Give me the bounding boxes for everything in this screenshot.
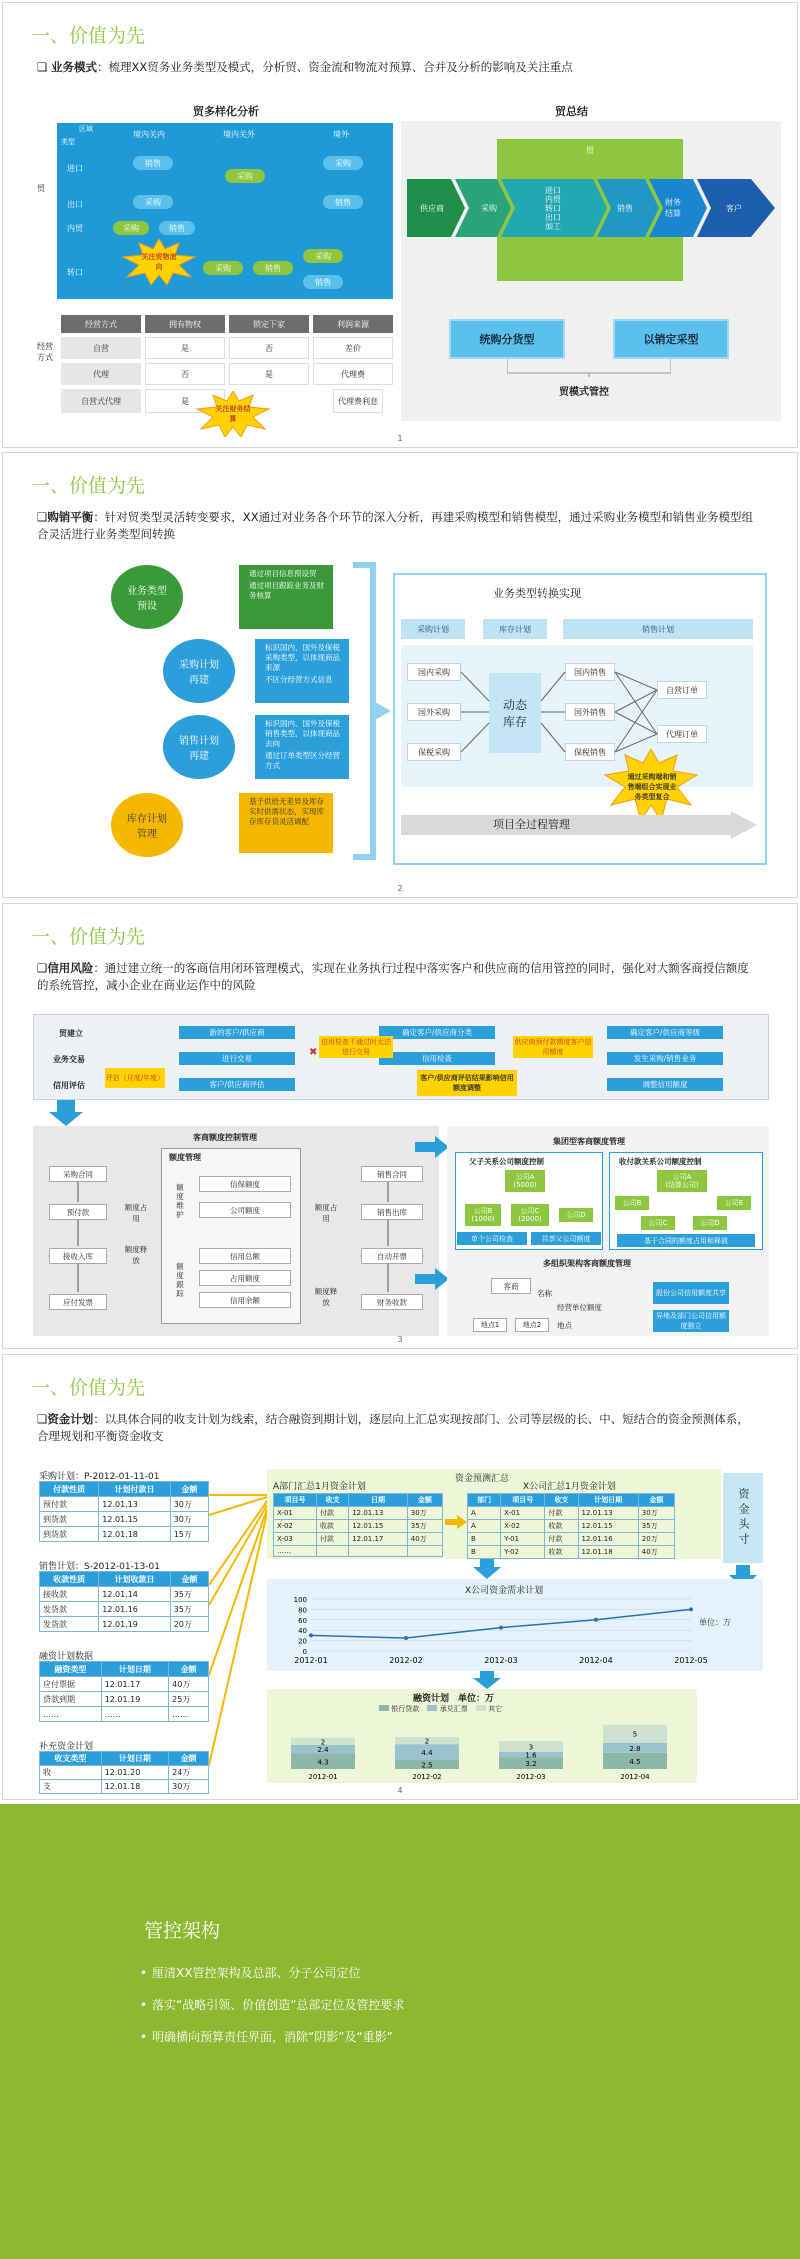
- chain-item: 接收入库: [49, 1248, 107, 1264]
- x-tick-label: 2012-01: [308, 1773, 338, 1781]
- prediction-title: 资金预测汇总: [455, 1474, 510, 1484]
- row-label: 贸建立: [59, 1029, 83, 1038]
- col-header: 部门: [468, 1494, 501, 1507]
- note-line: 通过项目信息预设贸: [249, 569, 317, 578]
- col-header: 收支类型: [40, 1752, 102, 1766]
- slide-credit-risk: [2, 903, 798, 1349]
- panel-header-buy: 采购计划: [401, 619, 465, 639]
- note-line: 通过项目跟踪业务及财务核算: [249, 581, 324, 600]
- col-header: 收款性质: [40, 1572, 99, 1587]
- multi-label: 经营单位额度: [557, 1303, 602, 1312]
- mode-cell: 是: [145, 337, 225, 359]
- table-row: X-01 付款 12.01.13 30万: [274, 1507, 443, 1520]
- note-line: 基于供给无差异及库存实时供需状态，实现库存库存货灵活调配: [249, 797, 324, 826]
- panel-header-stock: 库存计划: [483, 619, 547, 639]
- grid-col-1: 境内关内: [133, 130, 165, 139]
- note-adjust: 客户/供应商评估结果影响信用额度调整: [417, 1070, 517, 1096]
- mode-cell: 代理费利息: [333, 389, 383, 413]
- bar-value-label: 5: [632, 1730, 638, 1739]
- note-no-trade: 信用检查不通过时无法进行交易: [321, 1038, 391, 1056]
- y-tick-label: 40: [298, 1627, 307, 1636]
- data-point: [594, 1618, 598, 1622]
- flow-sell: 销售: [617, 203, 633, 213]
- grid-row-3: 内贸: [67, 224, 83, 233]
- sales-plan-table: [39, 1571, 209, 1632]
- bracket-lines: [507, 359, 671, 377]
- x-tick-label: 2012-02: [412, 1773, 442, 1781]
- x-company-table: [467, 1493, 675, 1559]
- quota-item: 信用总额: [199, 1248, 291, 1264]
- table-row: B Y-02 收款 12.01.18 40万: [468, 1546, 675, 1559]
- burst-text: 通过采购端和销售端组合实现业务类型复合: [627, 773, 677, 801]
- down-arrow: [49, 1100, 83, 1126]
- slide-subtitle: ❑资金计划：以具体合同的收支计划为线索，结合融资到期计划，逐层向上汇总实现按部门、公司等层级的长、中、短结合的资金预测体系，合理规划和平衡资金收支: [37, 1412, 749, 1443]
- col-header: 金额: [407, 1494, 442, 1507]
- a-dept-title: A部门汇总1月资金计划: [273, 1482, 366, 1492]
- multi-right: 股份公司信用额度共享: [653, 1282, 729, 1304]
- a-to-x-arrow: [445, 1515, 467, 1529]
- box-classify: 确定客户/供应商分类: [379, 1026, 495, 1039]
- company-node: 公司A (结算公司): [657, 1170, 707, 1192]
- dynamic-stock: 动态 库存: [489, 673, 541, 753]
- y-tick-label: 100: [293, 1596, 307, 1604]
- pill-buy: 采购: [113, 221, 149, 235]
- table-row: 收 12.01.20 24万: [40, 1766, 209, 1780]
- panel-header-sell: 销售计划: [563, 619, 753, 639]
- sales-domestic: 国内销售: [565, 663, 615, 681]
- legend-label: 其它: [488, 1705, 503, 1713]
- slide-title: 一、价值为先: [31, 475, 146, 497]
- x-tick-label: 2012-05: [674, 1656, 708, 1665]
- list-item: • 明确横向预算责任界面，消除“阴影”及“重影”: [140, 2030, 393, 2044]
- left-heading: 贸多样化分析: [193, 105, 259, 118]
- mode-cell: 是: [229, 363, 309, 385]
- slide-fund-plan: [2, 1354, 798, 1800]
- table-row: ……: [274, 1546, 443, 1557]
- circle-stock-plan: 库存计划管理: [111, 793, 183, 857]
- company-node: 公司D: [559, 1208, 593, 1222]
- bullet-icon: ❑: [37, 961, 48, 975]
- multi-title: 多组织架构客商额度管理: [543, 1259, 631, 1268]
- mode-cell: 代理费: [313, 363, 393, 385]
- mid-down-arrow: [473, 1559, 501, 1579]
- bracket-arrow: [353, 561, 391, 861]
- financing-plan-table: [39, 1661, 209, 1722]
- box-new-customer: 新的客户/供应商: [179, 1026, 295, 1039]
- table-row: 应付票据 12.01.17 40万: [40, 1677, 209, 1692]
- box-grade: 确定客户/供应商等级: [607, 1026, 723, 1039]
- slide-title: 一、价值为先: [31, 926, 146, 948]
- x-tick-label: 2012-04: [620, 1773, 650, 1781]
- legend-swatch: [427, 1705, 437, 1711]
- table-row: 发货款 12.01.19 20万: [40, 1617, 209, 1632]
- mode-header: 拥有物权: [145, 315, 225, 333]
- grid-corner-top: 区域: [79, 125, 93, 133]
- x-tick-label: 2012-01: [294, 1656, 328, 1665]
- page-number: 4: [397, 1786, 403, 1795]
- bar-value-label: 4.5: [629, 1757, 641, 1766]
- note-purchase: [255, 639, 349, 703]
- bar-value-label: 3: [528, 1743, 534, 1752]
- supplement-plan-title: 补充资金计划: [39, 1742, 94, 1752]
- bar-value-label: 4.3: [317, 1758, 329, 1767]
- purchase-domestic: 国内采购: [407, 663, 461, 681]
- parent-foot: 单个公司检查: [457, 1232, 527, 1245]
- cross-icon: ✖: [309, 1047, 318, 1058]
- data-point: [404, 1636, 408, 1640]
- multi-label: 地点: [557, 1321, 572, 1330]
- order-self: 自营订单: [657, 681, 707, 699]
- table-row: 预付款 12.01.13 30万: [40, 1497, 209, 1512]
- slide-subtitle: ❑购销平衡：针对贸类型灵活转变要求，XX通过对业务各个环节的深入分析，再建采购模型和销售模型，通过采购业务模型和销售业务模型组合灵活进行业务类型间转换: [37, 510, 754, 541]
- col-header: 计划收款日: [99, 1572, 170, 1587]
- quota-label: 额度释放: [124, 1245, 148, 1265]
- page-number: 1: [397, 434, 403, 443]
- table-row: …… …… ……: [40, 1707, 209, 1722]
- order-agent: 代理订单: [657, 725, 707, 743]
- table-row: X-03 付款 12.01.17 40万: [274, 1533, 443, 1546]
- note-line: 标识国内、国外及保税销售类型，以体现商品去向: [265, 719, 340, 748]
- fan-arrows: [209, 1475, 269, 1775]
- col-header: 计划日期: [101, 1752, 168, 1766]
- quota-label: 额度占用: [124, 1203, 148, 1223]
- pill-buy: 采购: [203, 261, 243, 275]
- flow-buy: 采购: [481, 203, 497, 213]
- col-header: 金额: [169, 1662, 209, 1677]
- project-arrow-text: 项目全过程管理: [493, 818, 570, 831]
- slide-subtitle: ❑ 业务模式：梳理XX贸务业务类型及模式，分析贸、资金流和物流对预算、合并及分析的影响及关注重点: [37, 60, 573, 74]
- bullet-icon: ❑: [37, 60, 51, 74]
- note-stock: [239, 793, 333, 853]
- legend-swatch: [476, 1705, 486, 1711]
- grid-col-3: 境外: [333, 130, 349, 139]
- bar-value-label: 2.8: [629, 1744, 641, 1753]
- project-arrow: [401, 811, 757, 839]
- side-label-trade: 贸: [37, 184, 45, 193]
- multi-label: 名称: [537, 1289, 552, 1298]
- bullet-icon: ❑: [37, 1412, 48, 1426]
- row-label: 信用评估: [53, 1081, 85, 1090]
- chain-item: 销售出库: [361, 1204, 423, 1220]
- bullet-dot-icon: •: [140, 2030, 148, 2044]
- quota-maint-label: 额度维护: [176, 1183, 184, 1219]
- list-item: • 厘清XX管控架构及总部、分子公司定位: [140, 1966, 361, 1980]
- parent-foot: 共享父公司额度: [531, 1232, 601, 1245]
- table-row: 发货款 12.01.16 35万: [40, 1602, 209, 1617]
- data-point: [309, 1633, 313, 1637]
- col-header: 项目号: [501, 1494, 545, 1507]
- mode-cell: 差价: [313, 337, 393, 359]
- x-tick-label: 2012-02: [389, 1656, 423, 1665]
- multi-node: 地点1: [473, 1318, 507, 1332]
- a-dept-table: [273, 1493, 443, 1557]
- mode-cell: 代理: [61, 363, 141, 385]
- circle-purchase-plan: 采购计划再建: [163, 639, 235, 703]
- bullet-dot-icon: •: [140, 1966, 148, 1980]
- col-header: 计划日期: [578, 1494, 638, 1507]
- data-point: [499, 1626, 503, 1630]
- note-line: 通过订单类型区分经营方式: [265, 751, 340, 770]
- y-tick-label: 0: [302, 1648, 307, 1656]
- multi-node: 客商: [491, 1278, 531, 1294]
- chain-item: 应付发票: [49, 1294, 107, 1310]
- sales-foreign: 国外销售: [565, 703, 615, 721]
- col-header: 付款性质: [40, 1482, 99, 1497]
- group-title: 集团型客商额度管理: [553, 1137, 625, 1146]
- note-preset: [239, 565, 333, 629]
- flow-customer: 客户: [726, 203, 742, 213]
- chain-item: 采购合同: [49, 1166, 107, 1182]
- company-node: 公司B: [615, 1196, 649, 1210]
- x-tick-label: 2012-03: [516, 1773, 546, 1781]
- box-credit-check: 信用检查: [379, 1052, 495, 1065]
- legend-label: 银行贷款: [391, 1705, 420, 1713]
- box-trade: 进行交易: [179, 1052, 295, 1065]
- bar-chart: [273, 1713, 693, 1781]
- x-tick-label: 2012-03: [484, 1656, 518, 1665]
- flow-settle: 财务 结算: [665, 198, 681, 218]
- col-header: 融资类型: [40, 1662, 102, 1677]
- multi-node: 地点2: [515, 1318, 549, 1332]
- table-row: 到货款 12.01.15 30万: [40, 1512, 209, 1527]
- company-node: 公司E: [717, 1196, 751, 1210]
- chain-item: 预付款: [49, 1204, 107, 1220]
- pill-sell: 销售: [253, 261, 293, 275]
- quota-item: 信保额度: [199, 1176, 291, 1192]
- table-row: 支 12.01.18 30万: [40, 1780, 209, 1794]
- flow-connectors: [461, 661, 661, 761]
- col-header: 金额: [170, 1572, 208, 1587]
- col-header: 计划日期: [101, 1662, 168, 1677]
- line-chart: [271, 1593, 759, 1667]
- pay-foot: 基于合同的额度占用和释放: [617, 1234, 755, 1247]
- row-label: 业务交易: [53, 1055, 85, 1064]
- right-arrow: [415, 1136, 449, 1158]
- grid-corner-bottom: 类型: [61, 138, 75, 146]
- table-row: 贷款到期 12.01.19 25万: [40, 1692, 209, 1707]
- pill-sell: 销售: [133, 156, 173, 170]
- mode-header: 经营方式: [61, 315, 141, 333]
- mode-a: 统购分货型: [449, 319, 565, 359]
- pill-sell: 销售: [303, 275, 343, 289]
- purchase-bonded: 保税采购: [407, 743, 461, 761]
- grid-row-2: 出口: [67, 200, 83, 209]
- table-row: B Y-01 付款 12.01.16 20万: [468, 1533, 675, 1546]
- mode-header: 锁定下家: [229, 315, 309, 333]
- chain-item: 自动开票: [361, 1248, 423, 1264]
- mode-cell: 否: [229, 337, 309, 359]
- mode-header: 利润来源: [313, 315, 393, 333]
- y-tick-label: 20: [298, 1637, 307, 1646]
- mode-cell: 自营: [61, 337, 141, 359]
- purchase-plan-table: [39, 1481, 209, 1542]
- purchase-foreign: 国外采购: [407, 703, 461, 721]
- note-line: 不区分经营方式信息: [265, 675, 333, 684]
- x-tick-label: 2012-04: [579, 1656, 613, 1665]
- col-header: 金额: [638, 1494, 674, 1507]
- company-node: 公司C (2000): [511, 1204, 549, 1226]
- pay-title: 收付款关系公司额度控制: [619, 1157, 702, 1166]
- pill-sell: 销售: [159, 221, 195, 235]
- box-adjust: 调整信用额度: [607, 1078, 723, 1091]
- flow-top-bar: 贸: [497, 139, 683, 161]
- cc-title: 客商额度控制管理: [193, 1133, 257, 1142]
- sales-bonded: 保税销售: [565, 743, 615, 761]
- company-node: 公司C: [641, 1216, 675, 1230]
- flow-supplier: 供应商: [420, 203, 444, 213]
- bar-chart-title: 融资计划 单位：万: [413, 1694, 495, 1704]
- col-header: 计划付款日: [99, 1482, 170, 1497]
- parent-title: 父子关系公司额度控制: [469, 1157, 544, 1166]
- grid-row-4: 转口: [67, 268, 83, 277]
- mode-b: 以销定采型: [613, 319, 729, 359]
- pill-buy: 采购: [133, 195, 173, 209]
- legend-label: 承兑汇票: [439, 1705, 468, 1713]
- col-header: 项目号: [274, 1494, 317, 1507]
- bullet-icon: ❑: [37, 510, 48, 524]
- grid-row-1: 进口: [67, 164, 83, 173]
- pill-buy: 采购: [303, 249, 343, 263]
- col-header: 日期: [349, 1494, 408, 1507]
- chain-item: 销售合同: [361, 1166, 423, 1182]
- chain-item: 财务收款: [361, 1294, 423, 1310]
- panel-title: 业务类型转换实现: [493, 587, 581, 600]
- bar-value-label: 3.2: [525, 1760, 537, 1769]
- col-header: 收支: [316, 1494, 348, 1507]
- y-tick-label: 80: [298, 1606, 307, 1615]
- section-divider: [0, 1804, 800, 2259]
- multi-right: 异地及部门公司信用额度独立: [653, 1310, 729, 1332]
- data-point: [689, 1607, 693, 1611]
- company-node: 公司D: [693, 1216, 727, 1230]
- y-tick-label: 60: [298, 1616, 307, 1625]
- sales-plan-title: 销售计划：S-2012-01-13-01: [39, 1562, 160, 1572]
- x-company-title: X公司汇总1月资金计划: [523, 1482, 616, 1492]
- bar-value-label: 2.5: [421, 1761, 433, 1770]
- burst-text-1: 关注贸物流向: [141, 253, 177, 271]
- section-title: 管控架构: [144, 1920, 221, 1942]
- pill-buy: 采购: [323, 156, 363, 170]
- page-number: 3: [397, 1335, 403, 1344]
- table-row: X-02 收款 12.01.15 35万: [274, 1520, 443, 1533]
- mode-cell: 是: [145, 389, 225, 413]
- box-evaluate: 客户/供应商评估: [179, 1078, 295, 1091]
- right-heading: 贸总结: [555, 105, 588, 118]
- col-header: 收支: [545, 1494, 578, 1507]
- quota-label: 额度占用: [314, 1203, 338, 1223]
- quota-mgmt-title: 额度管理: [169, 1153, 201, 1162]
- mode-cell: 否: [145, 363, 225, 385]
- bar-value-label: 2: [320, 1738, 326, 1747]
- burst-text-2: 关注财务结算: [215, 405, 251, 423]
- financing-plan-title: 融资计划数据: [39, 1652, 94, 1662]
- list-item: • 落实“战略引领、价值创造”总部定位及管控要求: [140, 1998, 405, 2012]
- slide-subtitle: ❑信用风险：通过建立统一的客商信用闭环管理模式，实现在业务执行过程中落实客户和供应商的信用管控的同时，强化对大额客商授信额度的系统管控，减小企业在商业运作中的风险: [37, 961, 749, 992]
- bottom-down-arrow: [473, 1671, 501, 1689]
- quota-item: 占用额度: [199, 1270, 291, 1286]
- right-arrow: [415, 1268, 449, 1290]
- bar-value-label: 1.6: [525, 1751, 537, 1760]
- bullet-dot-icon: •: [140, 1998, 148, 2012]
- quota-label: 额度释放: [314, 1287, 338, 1307]
- table-row: 到货款 12.01.18 15万: [40, 1527, 209, 1542]
- bar-value-label: 4.4: [421, 1749, 433, 1758]
- chain-arrows: [73, 1182, 393, 1294]
- note-line: 标识国内、国外及保税采购类型，以体现商品来源: [265, 643, 340, 672]
- table-row: A X-02 收款 12.01.15 35万: [468, 1520, 675, 1533]
- section-bullets: [140, 1964, 404, 2060]
- note-prepay: 供应商预付款额度客户信用额度: [514, 1038, 592, 1056]
- quota-track-label: 额度跟踪: [176, 1262, 184, 1298]
- col-header: 金额: [170, 1482, 208, 1497]
- box-business: 发生采购/销售业务: [607, 1052, 723, 1065]
- purchase-plan-title: 采购计划：P-2012-01-11-01: [39, 1472, 160, 1482]
- unit-label: 单位：万: [699, 1618, 731, 1627]
- slide-title: 一、价值为先: [31, 25, 146, 47]
- company-node: 公司A (5000): [505, 1170, 545, 1192]
- bar-value-label: 2: [424, 1737, 430, 1746]
- page-number: 2: [397, 884, 403, 893]
- grid-col-2: 境内关外: [223, 130, 255, 139]
- slide-title: 一、价值为先: [31, 1377, 146, 1399]
- flow-trade-types: 进口 内贸 转口 出口 加工: [545, 185, 561, 231]
- slide-purchase-sales-balance: [2, 452, 798, 898]
- slide-business-model: [2, 2, 798, 448]
- line-chart-title: X公司资金需求计划: [465, 1586, 544, 1596]
- quota-item: 信用余额: [199, 1292, 291, 1308]
- legend-swatch: [379, 1705, 389, 1711]
- circle-sales-plan: 销售计划再建: [163, 715, 235, 779]
- series-line: [311, 1609, 691, 1638]
- circle-preset: 业务类型预设: [111, 565, 183, 629]
- note-sales: [255, 715, 349, 779]
- mode-cell: 自营式代理: [61, 389, 141, 413]
- col-header: 金额: [169, 1752, 209, 1766]
- table-row: A X-01 付款 12.01.13 30万: [468, 1507, 675, 1520]
- bar-value-label: 2.4: [317, 1746, 329, 1755]
- note-eval-cycle: 评估（月度/年度）: [105, 1068, 165, 1088]
- right-footer: 贸模式管控: [559, 387, 609, 398]
- table-row: 接收款 12.01.14 35万: [40, 1587, 209, 1602]
- quota-item: 公司额度: [199, 1202, 291, 1218]
- fund-position-box: 资金头寸: [723, 1473, 763, 1563]
- pill-sell: 销售: [323, 195, 363, 209]
- pill-buy: 采购: [225, 169, 265, 183]
- company-node: 公司B (1000): [465, 1204, 501, 1226]
- side-label-mode: 经营方式: [37, 342, 53, 362]
